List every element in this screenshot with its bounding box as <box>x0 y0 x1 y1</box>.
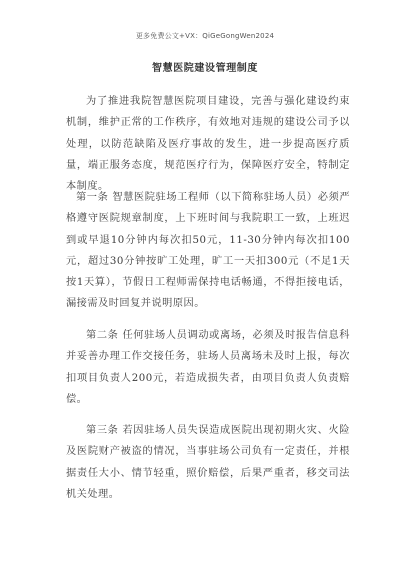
paragraph-intro <box>66 91 350 197</box>
paragraph-article-2 <box>66 325 350 410</box>
header-note: 更多免费公文+VX：QiGeGongWen2024 <box>135 32 275 40</box>
article-label: 第一条 <box>76 192 109 203</box>
paragraph-text: 智慧医院驻场工程师（以下简称驻场人员）必须严格遵守医院规章制度，上下班时间与我院职工一致，上班迟到或早退10分钟内每次扣50元，11-30分钟内每次扣100元，超过30分钟按旷工处理，旷工一天扣300元（不足1天按1天算），节假日工程师需保持电话畅通，不得拒接电话，漏接需及时回复并说明原因。 <box>66 192 351 310</box>
paragraph-text: 任何驻场人员调动或离场，必须及时报告信息科并妥善办理工作交接任务，驻场人员离场未及时上报，每次扣项目负责人200元，若造成损失者，由项目负责人负责赔偿。 <box>66 330 350 405</box>
article-label: 第二条 <box>86 330 119 341</box>
paragraph-text: 若因驻场人员失误造成医院出现初期火灾、火险及医院财产被盗的情况，当事驻场公司负有一定责任，并根据责任大小、情节轻重，照价赔偿，后果严重者，移交司法机关处理。 <box>66 425 350 500</box>
document-title: 智慧医院建设管理制度 <box>152 63 258 74</box>
paragraph-article-1 <box>66 187 350 315</box>
paragraph-article-3 <box>66 420 350 505</box>
article-label: 第三条 <box>86 425 119 436</box>
paragraph-text: 为了推进我院智慧医院项目建设，完善与强化建设约束机制，维护正常的工作秩序，有效地对违规的建设公司予以处理，以防范缺陷及医疗事故的发生，进一步提高医疗质量，端正服务态度，规范医疗行为，保障医疗安全，特制定本制度。 <box>66 96 350 193</box>
